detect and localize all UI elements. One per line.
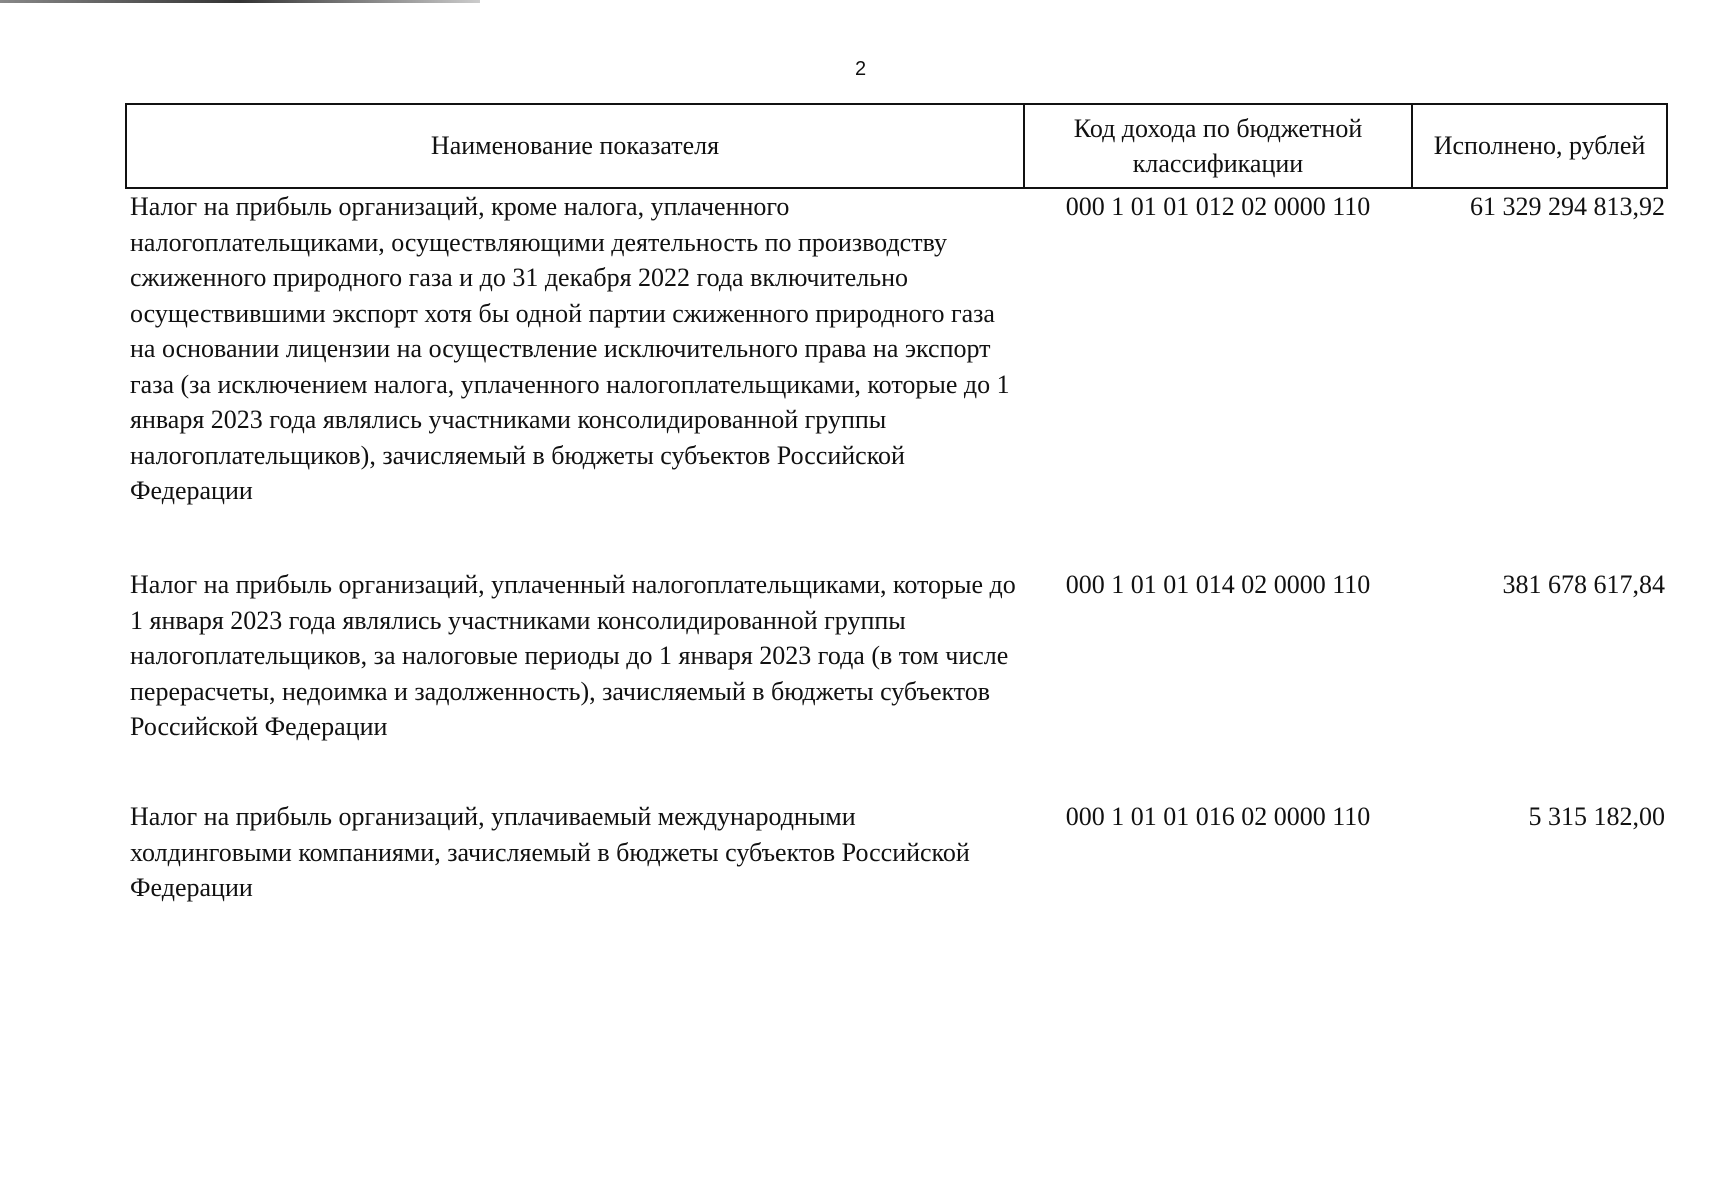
- row-code: 000 1 01 01 016 02 0000 110: [1065, 802, 1371, 831]
- row-amount: 381 678 617,84: [1502, 570, 1665, 599]
- row-amount: 5 315 182,00: [1528, 802, 1665, 831]
- row-name: Налог на прибыль организаций, уплачиваемый международными холдинговыми компаниями, зачисляемый в бюджеты субъектов Российской Федерации: [130, 802, 970, 902]
- table-header-row: [126, 104, 1667, 188]
- table-row: [126, 799, 1667, 906]
- row-name: Налог на прибыль организаций, уплаченный налогоплательщиками, которые до 1 января 2023 года являлись участниками консолидированной группы налогоплательщиков, за налоговые периоды до 1 января 2023 года (в том числе перерасчеты, недоимка и задолженность), зачисляемый в бюджеты субъектов Российской Федерации: [130, 570, 1016, 741]
- header-amount: Исполнено, рублей: [1412, 104, 1667, 188]
- row-code: 000 1 01 01 012 02 0000 110: [1065, 192, 1371, 221]
- row-name: Налог на прибыль организаций, кроме налога, уплаченного налогоплательщиками, осуществляющими деятельность по производству сжиженного природного газа и до 31 декабря 2022 года включительно осуществившими экспорт хотя бы одной партии сжиженного природного газа на основании лицензии на осуществление исключительного права на экспорт газа (за исключением налога, уплаченного налогоплательщиками, которые до 1 января 2023 года являлись участниками консолидированной группы налогоплательщиков), зачисляемый в бюджеты субъектов Российской Федерации: [130, 192, 1010, 505]
- table-row: [126, 188, 1667, 567]
- scan-edge: [0, 0, 480, 3]
- revenue-table: [125, 103, 1668, 906]
- row-amount: 61 329 294 813,92: [1470, 192, 1665, 221]
- table-row: [126, 567, 1667, 799]
- header-name: Наименование показателя: [126, 104, 1024, 188]
- page-number: 2: [855, 58, 867, 80]
- row-code: 000 1 01 01 014 02 0000 110: [1065, 570, 1371, 599]
- header-code: Код дохода по бюджетной классификации: [1024, 104, 1412, 188]
